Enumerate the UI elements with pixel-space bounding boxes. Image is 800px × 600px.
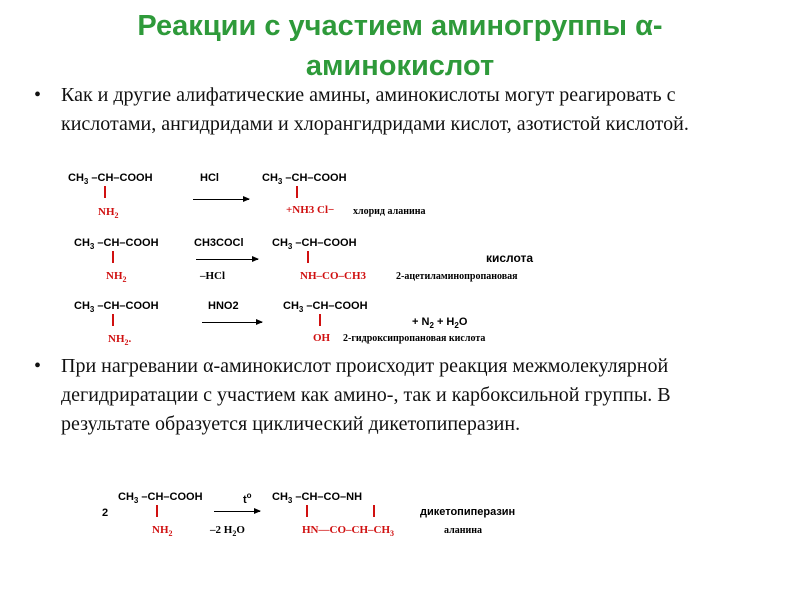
r2-product-label-top: кислота	[486, 251, 534, 265]
bullet-paragraph-1	[34, 81, 761, 139]
r1-product: $CH_3$ –CH–COOH	[262, 172, 347, 186]
r3-arrow	[202, 322, 262, 323]
r4-arrow	[214, 511, 260, 512]
r4-coefficient: 2	[102, 507, 109, 519]
r2-byproduct: –HCl	[200, 270, 226, 282]
r3-reagent: HNO2	[208, 300, 239, 312]
r2-product-group: NH–CO–CH3	[300, 270, 366, 282]
r4-product-label: дикетопиперазин	[420, 506, 516, 518]
bullet-dot: •	[34, 355, 42, 377]
r4-product-bond-left	[306, 505, 308, 517]
r2-product-bond	[307, 251, 309, 263]
r4-product-top: $CH_3$ –CH–CO–NH	[272, 491, 363, 505]
r2-product: $CH_3$ –CH–COOH	[272, 237, 357, 251]
r1-reagent: HCl	[200, 172, 219, 184]
r3-product-label: 2-гидроксипропановая кислота	[343, 333, 486, 344]
bullet-text-1: Как и другие алифатические амины, аминокислоты могут реагировать с кислотами, ангидридами и хлорангидридами кислот, азотистой кислотой.	[61, 84, 689, 135]
r4-amine: $NH_2$	[152, 524, 173, 538]
r1-product-group: +NH3 Cl−	[286, 204, 335, 216]
r4-bond	[156, 505, 158, 517]
r2-product-label: 2-ацетиламинопропановая	[396, 271, 518, 282]
bullet-text-2: При нагревании α-аминокислот происходит реакция межмолекулярной дегидриратации с участием как амино-, так и карбоксильной группы. В результате образуется циклический дикетопиперазин.	[61, 355, 671, 435]
r3-product: $CH_3$ –CH–COOH	[283, 300, 368, 314]
r2-amine: $NH_2$	[106, 270, 127, 284]
r1-bond	[104, 186, 106, 198]
bullet-paragraph-2	[34, 352, 761, 439]
r1-product-label: хлорид аланина	[353, 206, 426, 217]
slide-title	[40, 6, 760, 86]
r4-product-bottom: $HN—CO-CH-CH_3$	[302, 524, 394, 538]
r3-bond	[112, 314, 114, 326]
r2-arrow	[196, 259, 258, 260]
r4-reactant-label: аланина	[444, 525, 482, 536]
r4-product-bond-right	[373, 505, 375, 517]
r3-amine: $NH_2$.	[108, 333, 132, 347]
r1-product-bond	[296, 186, 298, 198]
r4-condition: $t^o$	[243, 491, 252, 506]
r1-amine: $NH_2$	[98, 206, 119, 220]
r2-bond	[112, 251, 114, 263]
r3-product-group: OH	[313, 332, 331, 344]
bullet-dot: •	[34, 84, 42, 106]
title-line-1: Реакции с участием аминогруппы α-	[137, 10, 663, 42]
r4-reactant: $CH_3$ –CH–COOH	[118, 491, 203, 505]
r3-reactant: $CH_3$ –CH–COOH	[74, 300, 159, 314]
r2-reagent: CH3COCl	[194, 237, 244, 249]
r4-byproduct: –2 $H_2O$	[210, 524, 245, 538]
title-line-2: аминокислот	[305, 50, 495, 82]
r2-reactant: $CH_3$ –CH–COOH	[74, 237, 159, 251]
r1-reactant: $CH_3$ –CH–COOH	[68, 172, 153, 186]
r3-product-bond	[319, 314, 321, 326]
r1-arrow	[193, 199, 249, 200]
r3-extra: + $N_2 + H_2O$	[412, 316, 468, 330]
